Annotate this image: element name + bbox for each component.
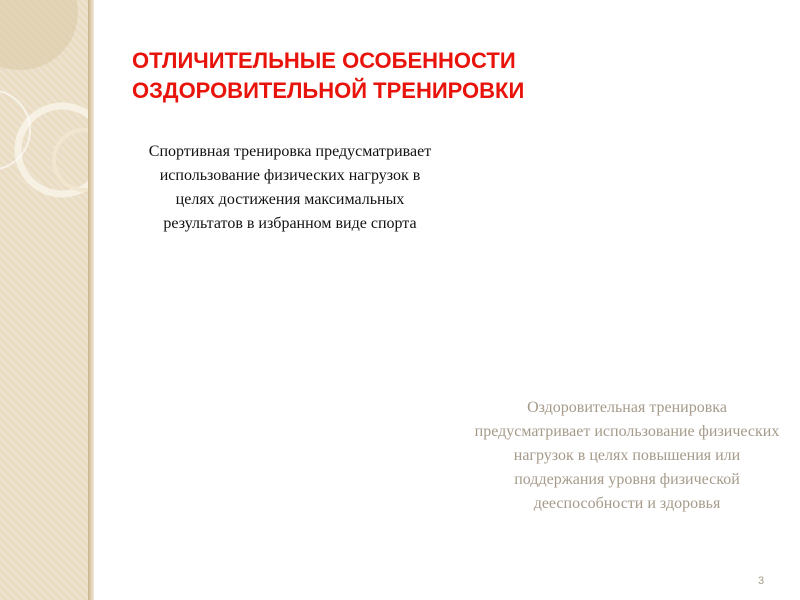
- slide-title: [132, 46, 692, 106]
- health-training-description: Оздоровительная тренировка предусматривает использование физических нагрузок в целях повышения или поддержания уровня физической дееспособности и здоровья: [474, 399, 780, 512]
- deco-ring-small: [54, 130, 88, 190]
- page-number: 3: [758, 575, 765, 587]
- decorative-circles: [0, 0, 88, 600]
- slide-title-line-1: ОТЛИЧИТЕЛЬНЫЕ ОСОБЕННОСТИ: [132, 48, 516, 73]
- slide-title-line-2: ОЗДОРОВИТЕЛЬНОЙ ТРЕНИРОВКИ: [132, 78, 525, 103]
- deco-disc-top: [0, 0, 78, 70]
- decorative-side-panel: [0, 0, 88, 600]
- side-panel-edge: [88, 0, 94, 600]
- sport-training-description: Спортивная тренировка предусматривает использование физических нагрузок в целях достижения максимальных результатов в избранном виде спорта: [148, 143, 432, 232]
